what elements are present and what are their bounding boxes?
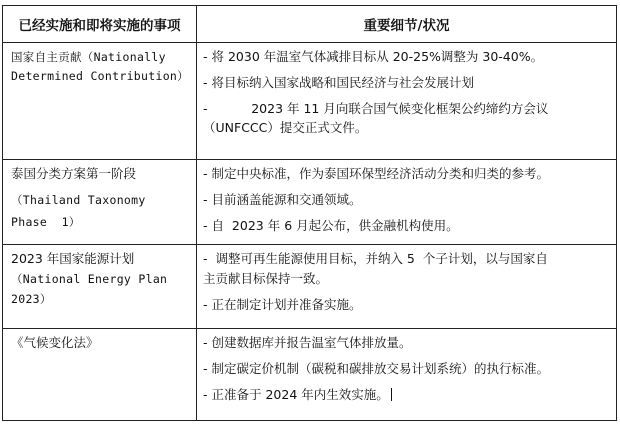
measure-line: Phase 1） — [11, 215, 81, 229]
table-row — [3, 329, 617, 421]
measure-cell — [3, 43, 197, 160]
measure-cell — [3, 245, 197, 329]
detail-line: - 自 2023 年 6 月起公布，供金融机构使用。 — [203, 218, 459, 233]
measure-line: 泰国分类方案第一阶段 — [11, 166, 137, 181]
measure-line: 2023） — [11, 292, 52, 306]
measure-line: Determined Contribution） — [11, 69, 189, 83]
header-measures: 已经实施和即将实施的事项 — [3, 6, 197, 43]
detail-line: - 调整可再生能源使用目标，并纳入 5 个子计划，以与国家自 — [203, 251, 548, 266]
detail-line: （UNFCCC）提交正式文件。 — [203, 120, 368, 135]
table-row — [3, 43, 617, 160]
measure-line: 《气候变化法》 — [11, 335, 99, 350]
header-details: 重要细节/状况 — [197, 6, 617, 43]
detail-line: - 创建数据库并报告温室气体排放量。 — [203, 335, 412, 350]
measures-table — [2, 5, 617, 421]
table-header-row — [3, 6, 617, 43]
detail-cell — [197, 43, 617, 160]
table-row — [3, 245, 617, 329]
detail-line: - 正准备于 2024 年内生效实施。 — [203, 387, 389, 402]
detail-line: - 将目标纳入国家战略和国民经济与社会发展计划 — [203, 75, 474, 90]
detail-line: - 制定碳定价机制（碳税和碳排放交易计划系统）的执行标准。 — [203, 361, 549, 376]
detail-cell — [197, 329, 617, 421]
detail-line: - 2023 年 11 月向联合国气候变化框架公约缔约方会议 — [203, 101, 549, 116]
measure-line: 国家自主贡献（Nationally — [11, 50, 166, 64]
measure-cell — [3, 160, 197, 245]
table-row — [3, 160, 617, 245]
detail-line: 主贡献目标保持一致。 — [203, 271, 329, 286]
measure-line: 2023 年国家能源计划 — [11, 251, 135, 266]
text-cursor — [391, 388, 392, 401]
measure-line: （National Energy Plan — [11, 272, 168, 286]
detail-line-last — [203, 387, 616, 403]
detail-line: - 将 2030 年温室气体减排目标从 20-25%调整为 30-40%。 — [203, 49, 544, 64]
detail-line: - 制定中央标准，作为泰国环保型经济活动分类和归类的参考。 — [203, 166, 549, 181]
detail-line: - 目前涵盖能源和交通领域。 — [203, 192, 362, 207]
measure-line: （Thailand Taxonomy — [11, 193, 146, 207]
detail-cell — [197, 245, 617, 329]
detail-line: - 正在制定计划并准备实施。 — [203, 297, 362, 312]
detail-cell — [197, 160, 617, 245]
measure-cell — [3, 329, 197, 421]
